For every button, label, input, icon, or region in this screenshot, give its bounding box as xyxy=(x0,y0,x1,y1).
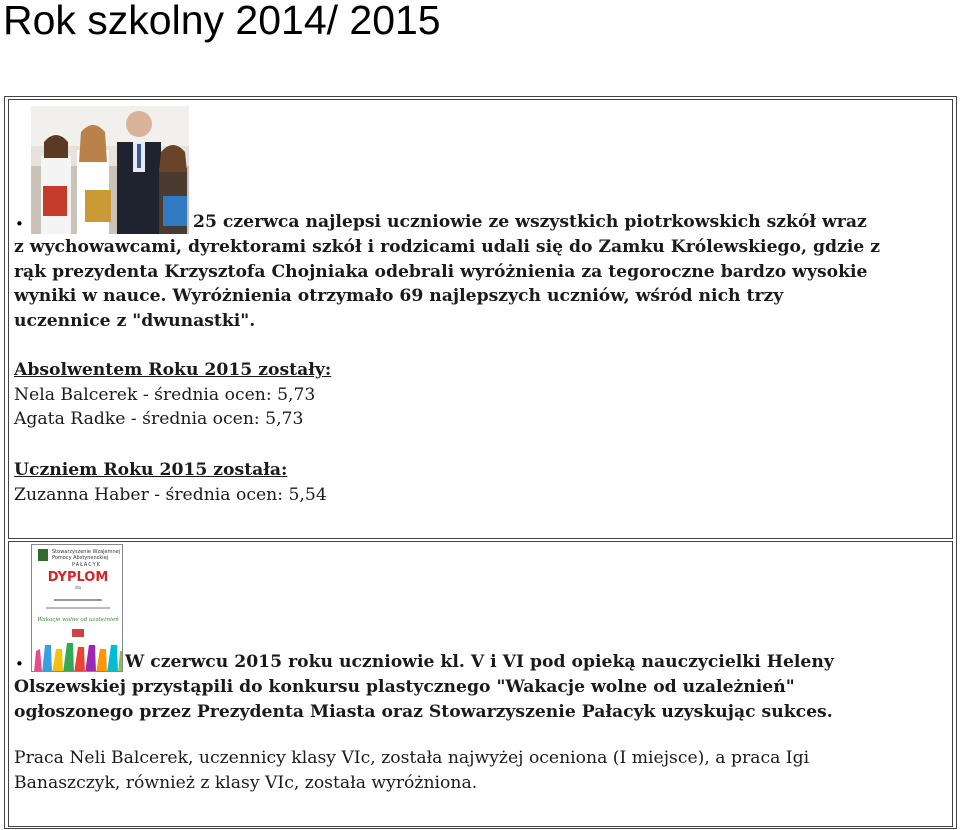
page-title: Rok szkolny 2014/ 2015 xyxy=(3,0,441,43)
list-item: Agata Radke - średnia ocen: 5,73 xyxy=(14,409,304,430)
contest-intro-first-line: W czerwcu 2015 roku uczniowie kl. V i VI pod opieką nauczycielki Heleny xyxy=(125,652,834,672)
uczen-heading: Uczniem Roku 2015 została: xyxy=(14,460,288,480)
uczen-section xyxy=(14,458,948,507)
diploma-title: DYPLOM xyxy=(47,570,109,585)
awards-intro-first-line: 25 czerwca najlepsi uczniowie ze wszystkich piotrkowskich szkół wraz xyxy=(193,212,867,232)
diploma-org-2: Pomocy Abstynenckiej xyxy=(52,555,109,561)
students-photo xyxy=(31,106,189,234)
diploma-org-1: Stowarzyszenie Wzajemnej xyxy=(52,549,121,555)
list-item: Zuzanna Haber - średnia ocen: 5,54 xyxy=(14,484,327,505)
contest-intro-text: Olszewskiej przystąpili do konkursu plastycznego "Wakacje wolne od uzależnień" ogłoszonego przez Prezydenta Miasta oraz Stowarzyszenie Pałacyk uzyskując sukces. xyxy=(14,677,833,722)
absolwent-section xyxy=(14,358,948,432)
absolwent-heading: Absolwentem Roku 2015 zostały: xyxy=(14,360,332,380)
diploma-for: dla xyxy=(74,585,82,590)
news-item-contest xyxy=(8,541,953,827)
list-item: Nela Balcerek - średnia ocen: 5,73 xyxy=(14,384,316,405)
bullet-icon: • xyxy=(15,655,24,673)
diploma-image xyxy=(31,544,123,672)
news-item-awards xyxy=(8,99,953,539)
bullet-icon: • xyxy=(15,215,24,233)
diploma-motto: Wakacje wolne od uzależnień xyxy=(37,617,119,623)
diploma-org-3: PAŁACYK xyxy=(72,562,101,568)
contest-result-text: Praca Neli Balcerek, uczennicy klasy VIc, została najwyżej oceniona (I miejsce), a praca Igi Banaszczyk, również z klasy VIc, została wyróżniona. xyxy=(14,748,810,793)
content-table xyxy=(4,96,957,829)
awards-intro-text: z wychowawcami, dyrektorami szkół i rodzicami udali się do Zamku Królewskiego, gdzie z rąk prezydenta Krzysztofa Chojniaka odebrali wyróżnienia za tegoroczne bardzo wysokie wyniki w nauce. Wyróżnienia otrzymało 69 najlepszych uczniów, wśród nich trzy uczennice z "dwunastki". xyxy=(14,237,880,331)
